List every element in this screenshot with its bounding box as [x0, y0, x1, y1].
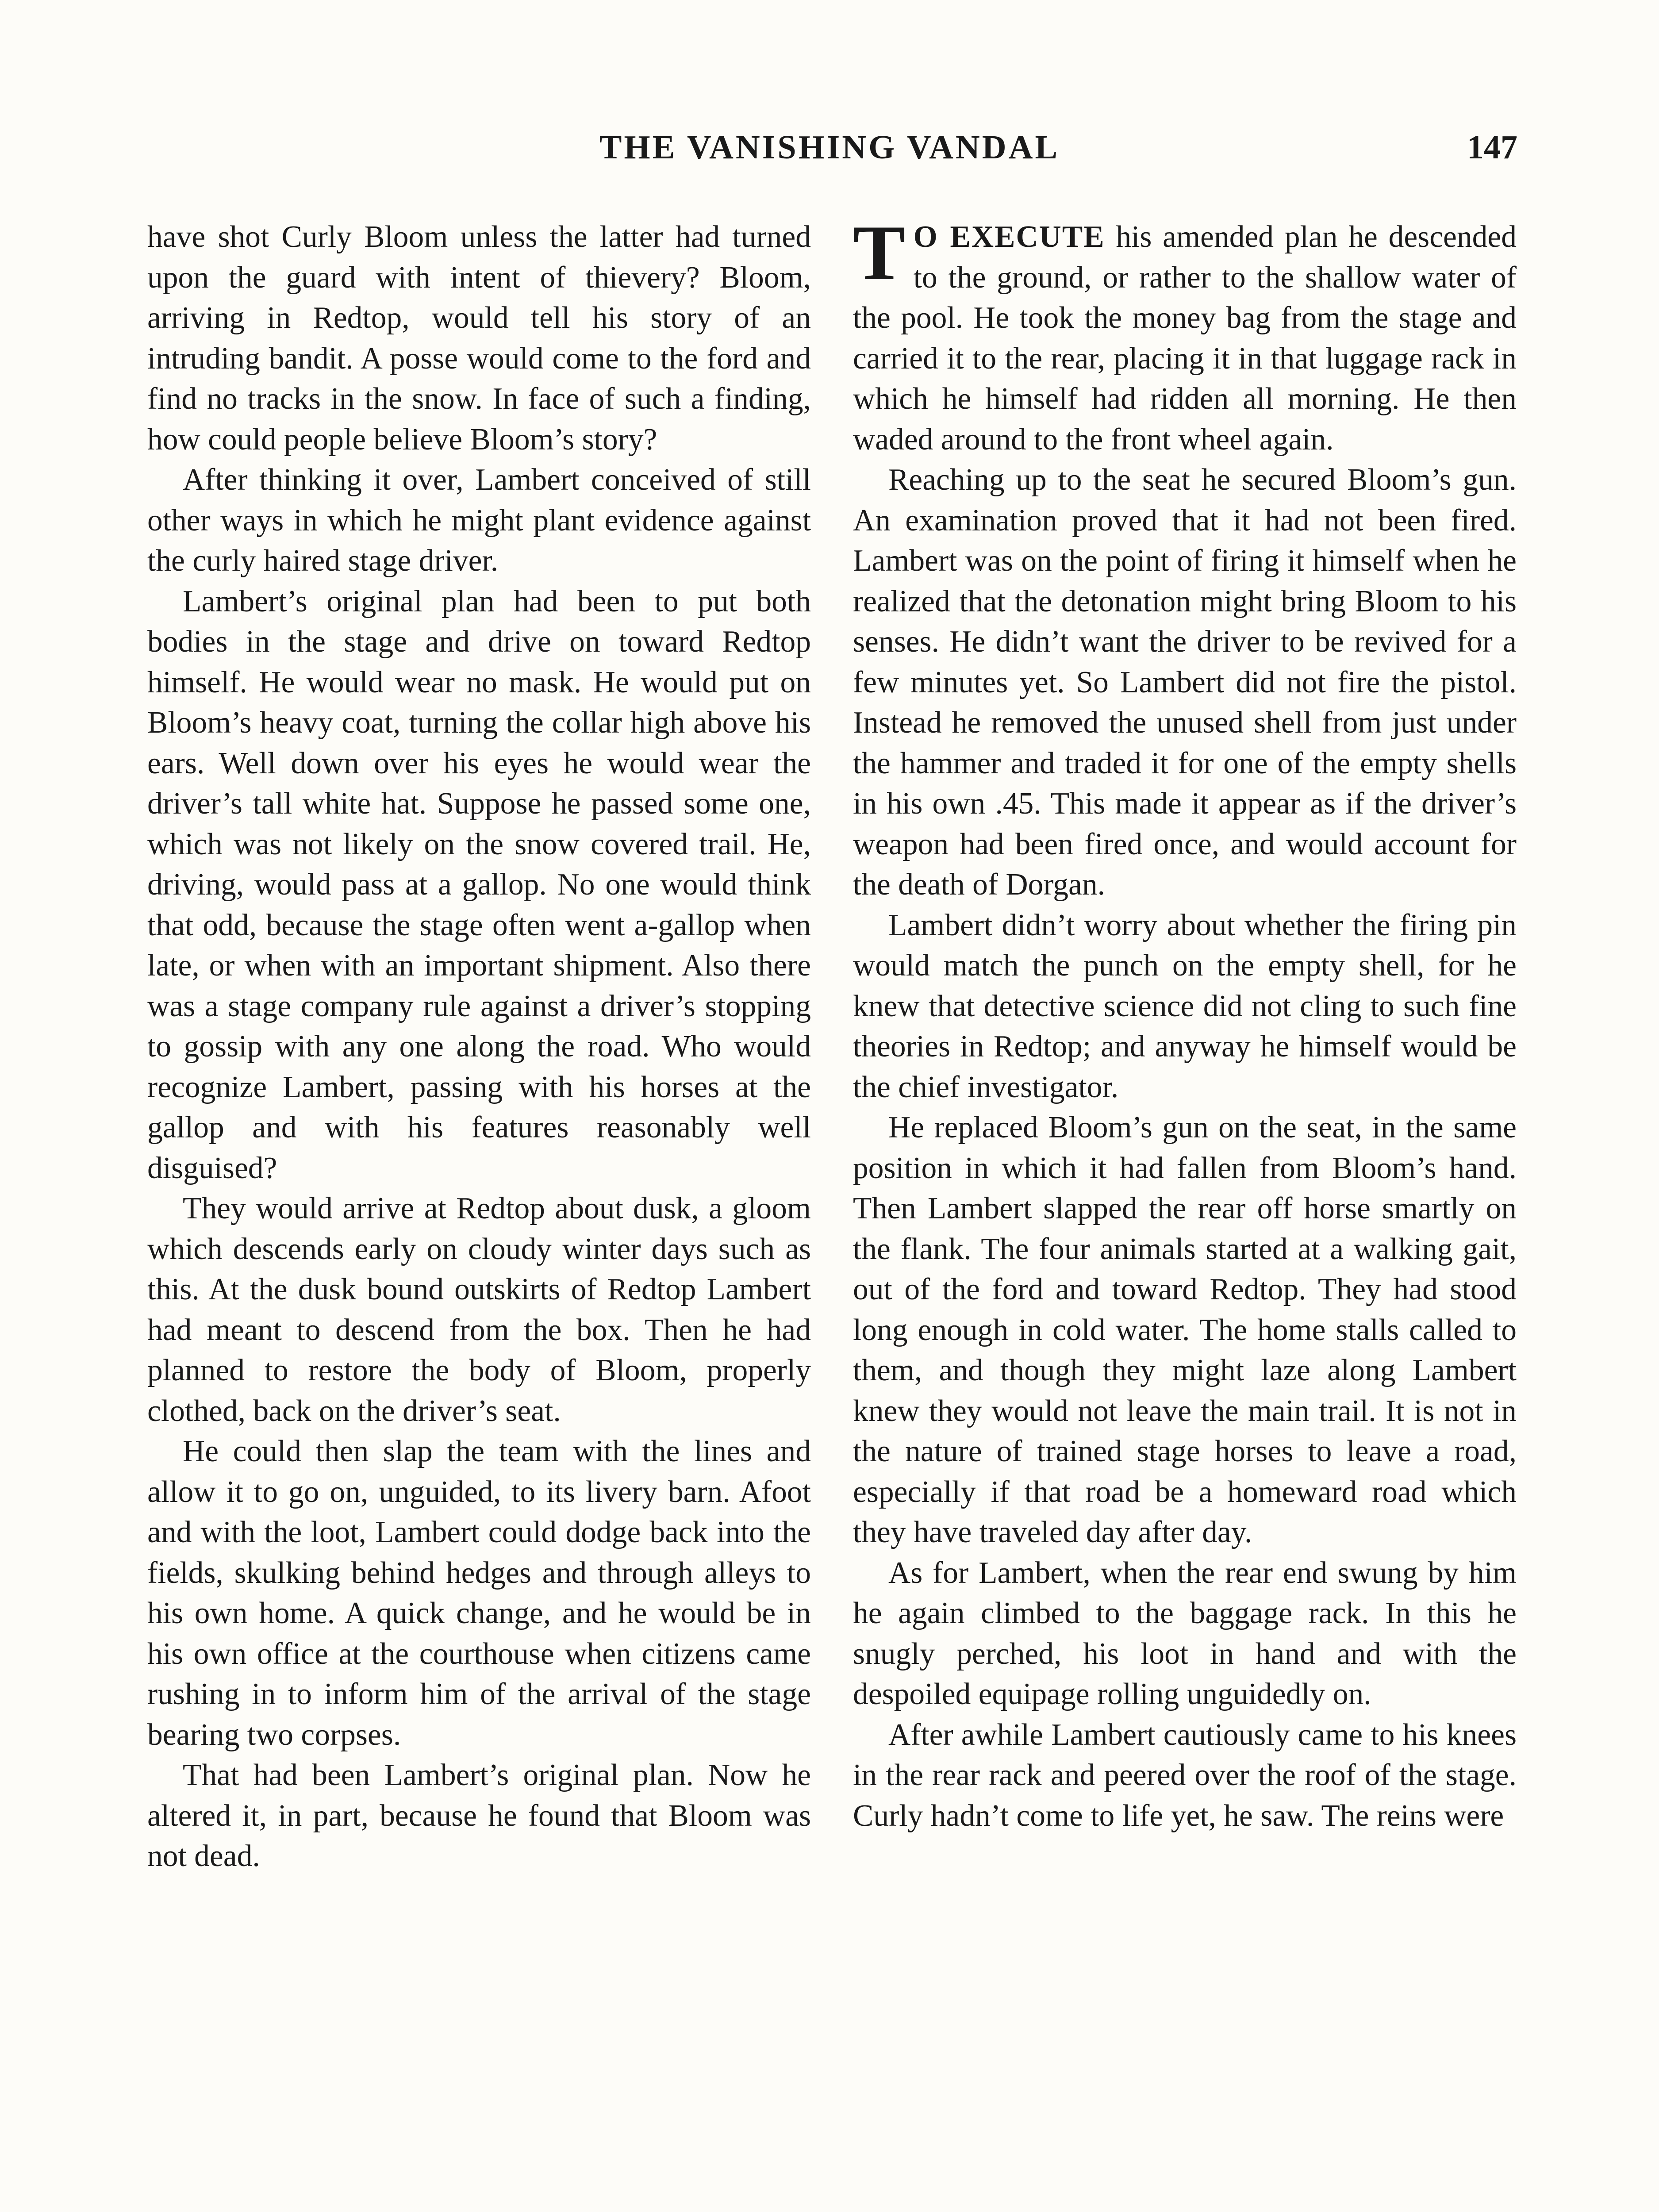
- drop-cap: T: [853, 209, 906, 296]
- paragraph: After thinking it over, Lambert conceived of still other ways in which he might plant evidence against the curly haired stage driver.: [147, 463, 811, 578]
- running-title: THE VANISHING VANDAL: [599, 129, 1060, 166]
- page-number: 147: [1467, 129, 1517, 166]
- paragraph: That had been Lambert’s original plan. Now he altered it, in part, because he found that Bloom was not dead.: [147, 1758, 811, 1873]
- page-header: [142, 128, 1517, 181]
- paragraph: Reaching up to the seat he secured Bloom’s gun. An examination proved that it had not been fired. Lambert was on the point of firing it himself when he realized that the detonation might bring Bloom to his senses. He didn’t want the driver to be revived for a few minutes yet. So Lambert did not fire the pistol. Instead he removed the unused shell from just under the hammer and traded it for one of the empty shells in his own .45. This made it appear as if the driver’s weapon had been fired once, and would account for the death of Dorgan.: [853, 463, 1517, 902]
- left-column: [147, 217, 811, 1877]
- section-opening-paragraph: [853, 209, 1517, 460]
- right-column: [853, 209, 1517, 1836]
- paragraph: Lambert didn’t worry about whether the firing pin would match the punch on the empty shell, for he knew that detective science did not cling to such fine theories in Redtop; and anyway he himself would be the chief investigator.: [853, 908, 1517, 1104]
- paragraph-text: his amended plan he descended to the ground, or rather to the shallow water of the pool. He took the money bag from the stage and carried it to the rear, placing it in that luggage rack in which he himself had ridden all morning. He then waded around to the front wheel again.: [853, 220, 1517, 457]
- paragraph: He could then slap the team with the lines and allow it to go on, unguided, to its livery barn. Afoot and with the loot, Lambert could dodge back into the fields, skulking behind hedges and through alleys to his own home. A quick change, and he would be in his own office at the courthouse when citizens came rushing in to inform him of the arrival of the stage bearing two corpses.: [147, 1434, 811, 1752]
- paragraph: He replaced Bloom’s gun on the seat, in the same position in which it had fallen from Bloom’s hand. Then Lambert slapped the rear off horse smartly on the flank. The four animals started at a walking gait, out of the ford and toward Redtop. They had stood long enough in cold water. The home stalls called to them, and though they might laze along Lambert knew they would not leave the main trail. It is not in the nature of trained stage horses to leave a road, especially if that road be a homeward road which they have traveled day after day.: [853, 1110, 1517, 1549]
- paragraph: After awhile Lambert cautiously came to his knees in the rear rack and peered over the roof of the stage. Curly hadn’t come to life yet, he saw. The reins were: [853, 1717, 1517, 1833]
- paragraph: They would arrive at Redtop about dusk, a gloom which descends early on cloudy winter days such as this. At the dusk bound outskirts of Redtop Lambert had meant to descend from the box. Then he had planned to restore the body of Bloom, properly clothed, back on the driver’s seat.: [147, 1191, 811, 1428]
- paragraph: have shot Curly Bloom unless the latter had turned upon the guard with intent of thievery? Bloom, arriving in Redtop, would tell his story of an intruding bandit. A posse would come to the ford and find no tracks in the snow. In face of such a finding, how could people believe Bloom’s story?: [147, 220, 811, 457]
- lead-in-words: O EXECUTE: [913, 220, 1105, 254]
- paragraph: Lambert’s original plan had been to put both bodies in the stage and drive on toward Redtop himself. He would wear no mask. He would put on Bloom’s heavy coat, turning the collar high above his ears. Well down over his eyes he would wear the driver’s tall white hat. Suppose he passed some one, which was not likely on the snow covered trail. He, driving, would pass at a gallop. No one would think that odd, because the stage often went a-gallop when late, or when with an important shipment. Also there was a stage company rule against a driver’s stopping to gossip with any one along the road. Who would recognize Lambert, passing with his horses at the gallop and with his features reasonably well disguised?: [147, 584, 811, 1185]
- paragraph: As for Lambert, when the rear end swung by him he again climbed to the baggage rack. In this he snugly perched, his loot in hand and with the despoiled equipage rolling unguidedly on.: [853, 1555, 1517, 1711]
